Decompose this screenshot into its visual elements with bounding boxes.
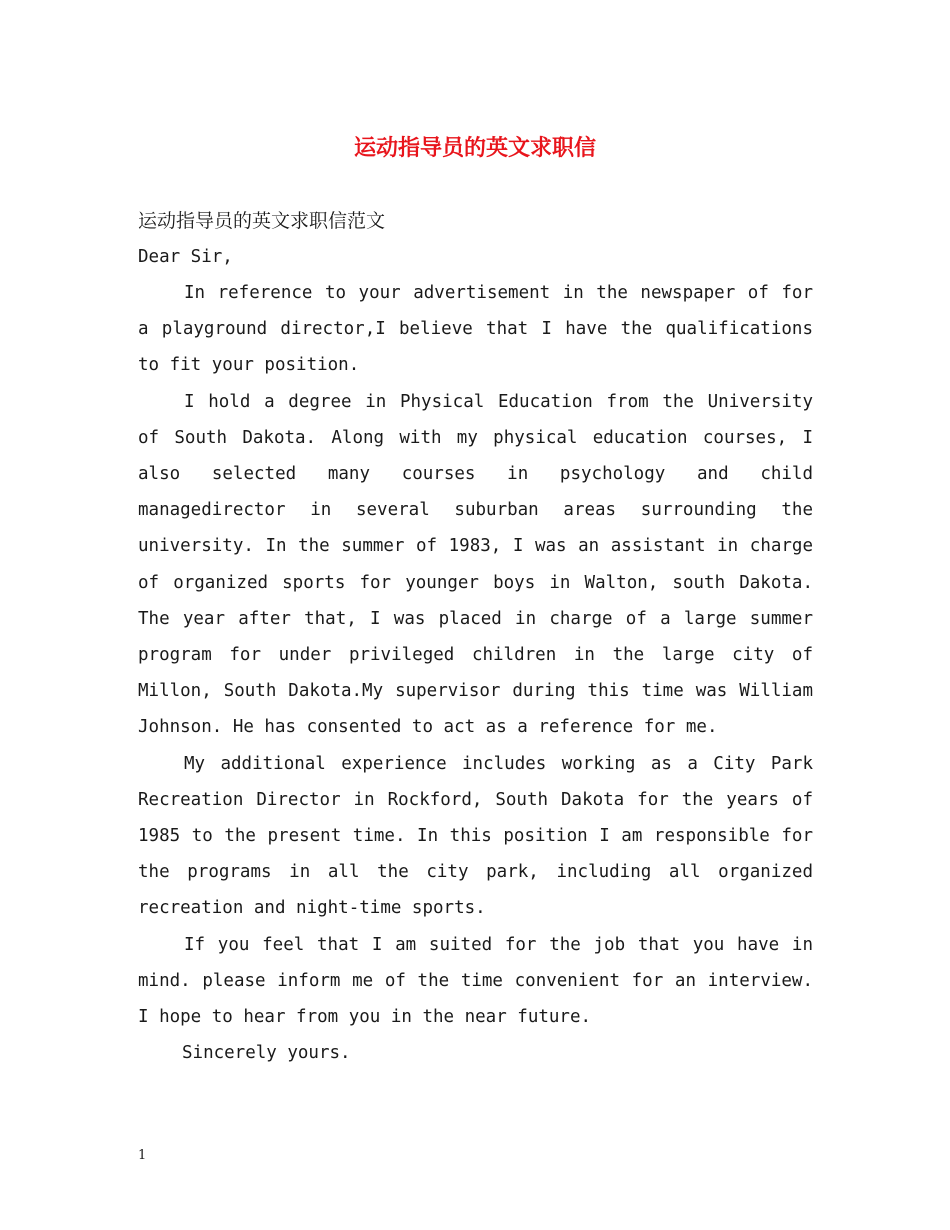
page-number: 1 — [138, 1148, 147, 1163]
letter-body — [138, 203, 813, 1071]
letter-paragraph: My additional experience includes working as a City Park Recreation Director in Rockford, South Dakota for the years of 1985 to the present time. In this position I am responsible for the programs in all the city park, including all organized recreation and night-time sports. — [138, 753, 813, 919]
letter-paragraph: In reference to your advertisement in the newspaper of for a playground director,I believe that I have the qualifications to fit your position. — [138, 283, 813, 376]
letter-paragraph: I hold a degree in Physical Education from the University of South Dakota. Along with my physical education courses, I also selected many courses in psychology and child managedirector in several suburban areas surrounding the university. In the summer of 1983, I was an assistant in charge of organized sports for younger boys in Walton, south Dakota. The year after that, I was placed in charge of a large summer program for under privileged children in the large city of Millon, South Dakota.My supervisor during this time was William Johnson. He has consented to act as a reference for me. — [138, 391, 813, 738]
letter-paragraph: If you feel that I am suited for the job that you have in mind. please inform me of the time convenient for an interview. I hope to hear from you in the near future. — [138, 934, 813, 1028]
letter-closing: Sincerely yours. — [182, 1043, 351, 1064]
document-subtitle: 运动指导员的英文求职信范文 — [138, 210, 386, 232]
document-title: 运动指导员的英文求职信 — [353, 135, 596, 161]
letter-salutation: Dear Sir, — [138, 247, 233, 267]
